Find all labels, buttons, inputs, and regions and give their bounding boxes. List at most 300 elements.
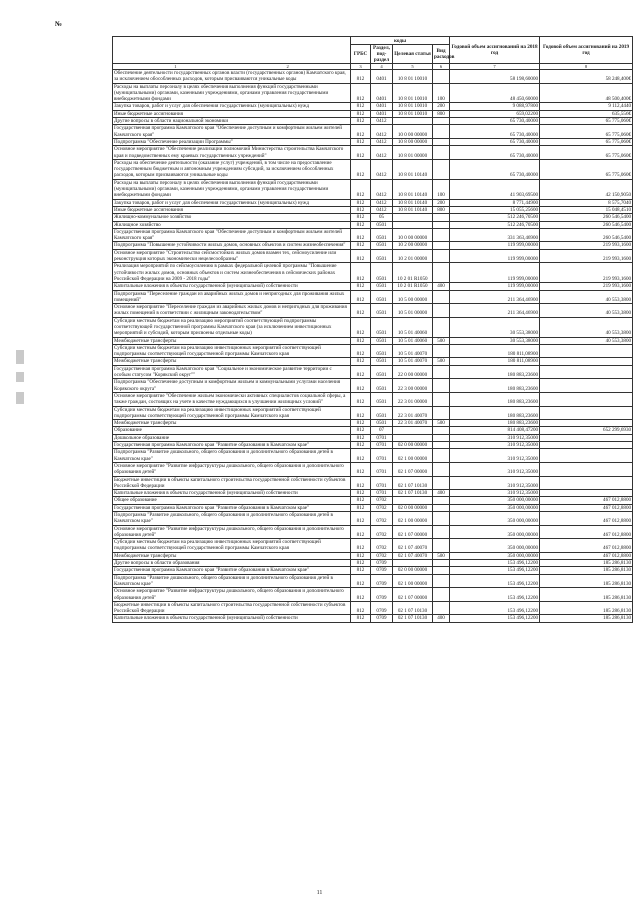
row-amount-2018: 180 811,08900: [450, 358, 540, 365]
row-grbs: 812: [351, 552, 371, 559]
row-target-article: 02 1 07 40070: [393, 552, 433, 559]
row-name: Основное мероприятие "Развитие инфраструктуры дошкольного, общего образования и дополнительного образования детей": [113, 525, 351, 539]
row-expense-type: [433, 228, 450, 242]
table-row: [113, 615, 633, 622]
row-section: 0412: [371, 199, 393, 206]
table-row: [113, 221, 633, 228]
row-amount-2018: 180 883,23600: [450, 392, 540, 406]
row-expense-type: [433, 118, 450, 125]
row-target-article: 10 8 01 10010: [393, 103, 433, 110]
row-amount-2018: 180 883,23600: [450, 406, 540, 420]
row-name: Государственная программа Камчатского края "Обеспечение доступным и комфортным жильем жителей Камчатского края": [113, 125, 351, 139]
row-expense-type: [433, 242, 450, 249]
row-amount-2019: 185 286,8130: [540, 601, 633, 615]
row-section: 05: [371, 214, 393, 221]
row-section: 0412: [371, 206, 393, 213]
row-amount-2018: 58 198,60000: [450, 70, 540, 84]
row-amount-2018: 65 730,40000: [450, 159, 540, 179]
row-target-article: [393, 560, 433, 567]
row-amount-2019: 40 553,3800: [540, 304, 633, 318]
row-grbs: 812: [351, 427, 371, 434]
table-row: [113, 70, 633, 84]
row-grbs: 812: [351, 118, 371, 125]
row-amount-2018: 350 000,00000: [450, 504, 540, 511]
row-amount-2018: 65 730,40000: [450, 138, 540, 145]
row-amount-2019: [540, 449, 633, 463]
row-section: 0702: [371, 504, 393, 511]
table-row: [113, 525, 633, 539]
row-amount-2018: 153 496,12200: [450, 567, 540, 574]
budget-allocation-table: [112, 36, 633, 623]
row-expense-type: 400: [433, 615, 450, 622]
row-amount-2018: 310 912,35000: [450, 434, 540, 441]
row-target-article: 10 8 01 00000: [393, 146, 433, 160]
row-amount-2019: 15 048,4510: [540, 206, 633, 213]
row-amount-2018: 512 246,70500: [450, 214, 540, 221]
row-expense-type: [433, 317, 450, 337]
row-amount-2019: 652 299,6930: [540, 427, 633, 434]
page-number: 11: [316, 890, 323, 896]
row-name: Подпрограмма "Обеспечение реализации Программы": [113, 138, 351, 145]
row-grbs: 812: [351, 199, 371, 206]
row-expense-type: [433, 462, 450, 476]
row-section: 0412: [371, 138, 393, 145]
row-section: 0702: [371, 497, 393, 504]
row-amount-2018: 30 553,38000: [450, 337, 540, 344]
scan-artifact: [16, 350, 24, 364]
row-amount-2019: 219 993,1600: [540, 249, 633, 263]
row-expense-type: [433, 70, 450, 84]
row-name: Другие вопросы в области национальной экономики: [113, 118, 351, 125]
row-expense-type: 500: [433, 420, 450, 427]
row-name: Подпрограмма "Развитие дошкольного, общего образования и дополнительного образования детей в Камчатском крае": [113, 512, 351, 526]
row-amount-2019: [540, 406, 633, 420]
row-grbs: 812: [351, 228, 371, 242]
table-row: [113, 560, 633, 567]
row-expense-type: 200: [433, 199, 450, 206]
table-row: [113, 504, 633, 511]
row-target-article: 10 5 01 40070: [393, 358, 433, 365]
row-amount-2018: 180 883,23600: [450, 379, 540, 393]
row-amount-2018: 30 553,38000: [450, 317, 540, 337]
table-row: [113, 574, 633, 588]
row-amount-2019: 8 575,7040: [540, 199, 633, 206]
row-amount-2018: 119 999,00000: [450, 263, 540, 283]
row-expense-type: [433, 344, 450, 358]
table-row: [113, 125, 633, 139]
table-row: [113, 199, 633, 206]
row-name: Капитальные вложения в объекты государственной (муниципальной) собственности: [113, 490, 351, 497]
row-amount-2019: 260 546,5400: [540, 221, 633, 228]
row-section: 0501: [371, 283, 393, 290]
row-amount-2018: 119 999,00000: [450, 283, 540, 290]
row-grbs: 812: [351, 337, 371, 344]
row-amount-2018: 153 496,12200: [450, 615, 540, 622]
row-expense-type: [433, 304, 450, 318]
row-section: 0501: [371, 249, 393, 263]
row-section: 0501: [371, 317, 393, 337]
row-target-article: 10 8 01 10140: [393, 206, 433, 213]
table-row: [113, 406, 633, 420]
row-amount-2019: 40 553,3800: [540, 290, 633, 304]
table-row: [113, 290, 633, 304]
row-amount-2019: 467 012,8800: [540, 525, 633, 539]
row-amount-2018: 512 246,70500: [450, 221, 540, 228]
row-amount-2018: 814 408,47200: [450, 427, 540, 434]
row-expense-type: 500: [433, 552, 450, 559]
row-grbs: 812: [351, 601, 371, 615]
row-section: 0701: [371, 442, 393, 449]
row-name: Подпрограмма "Повышение устойчивости жилых домов, основных объектов и систем жизнеобеспечения": [113, 242, 351, 249]
row-amount-2018: 211 364,46900: [450, 304, 540, 318]
row-expense-type: [433, 434, 450, 441]
row-expense-type: [433, 525, 450, 539]
row-grbs: 812: [351, 420, 371, 427]
row-amount-2018: 331 363,46900: [450, 228, 540, 242]
table-row: [113, 304, 633, 318]
table-row: [113, 263, 633, 283]
row-target-article: 22 3 01 00000: [393, 392, 433, 406]
column-header-section: Раздел, под-раздел: [371, 45, 393, 64]
row-name: Расходы на выплаты персоналу в целях обеспечения выполнения функций государственными (муниципальными) органами, казенными учреждениями, органами управления государственными внебюджетными фондами: [113, 179, 351, 199]
table-row: [113, 434, 633, 441]
row-name: Дошкольное образование: [113, 434, 351, 441]
row-name: Иные бюджетные ассигнования: [113, 110, 351, 117]
row-section: 0701: [371, 462, 393, 476]
row-grbs: 812: [351, 70, 371, 84]
row-amount-2018: 350 000,00000: [450, 512, 540, 526]
row-amount-2019: 185 286,8130: [540, 560, 633, 567]
table-row: [113, 214, 633, 221]
row-section: 0501: [371, 337, 393, 344]
row-target-article: [393, 221, 433, 228]
row-name: Образование: [113, 427, 351, 434]
row-grbs: 812: [351, 358, 371, 365]
row-section: 0501: [371, 304, 393, 318]
row-section: 0702: [371, 552, 393, 559]
table-row: [113, 110, 633, 117]
row-amount-2019: [540, 476, 633, 490]
row-target-article: 02 1 07 10130: [393, 601, 433, 615]
row-grbs: 812: [351, 504, 371, 511]
row-grbs: 812: [351, 146, 371, 160]
row-amount-2019: 40 553,3800: [540, 317, 633, 337]
row-target-article: 10 8 01 10140: [393, 199, 433, 206]
row-amount-2019: 185 286,8130: [540, 574, 633, 588]
row-amount-2019: [540, 358, 633, 365]
row-expense-type: [433, 125, 450, 139]
row-grbs: 812: [351, 567, 371, 574]
row-expense-type: [433, 497, 450, 504]
row-section: 0401: [371, 83, 393, 103]
table-row: [113, 552, 633, 559]
row-grbs: 812: [351, 206, 371, 213]
row-amount-2019: 260 546,5400: [540, 214, 633, 221]
column-header-grbs: ГРБС: [351, 45, 371, 64]
row-section: 0501: [371, 290, 393, 304]
row-expense-type: [433, 159, 450, 179]
row-section: 0412: [371, 125, 393, 139]
row-amount-2019: [540, 462, 633, 476]
row-name: Межбюджетные трансферты: [113, 337, 351, 344]
row-section: 0501: [371, 358, 393, 365]
row-name: Бюджетные инвестиции в объекты капитального строительства государственной собственности субъектов Российской Федерации: [113, 476, 351, 490]
table-row: [113, 103, 633, 110]
row-amount-2019: 42 150,9050: [540, 179, 633, 199]
row-grbs: 812: [351, 103, 371, 110]
row-target-article: 10 5 01 00000: [393, 304, 433, 318]
row-amount-2018: 119 999,00000: [450, 249, 540, 263]
row-expense-type: 800: [433, 110, 450, 117]
row-amount-2018: 8 771,44900: [450, 199, 540, 206]
row-grbs: 812: [351, 365, 371, 379]
row-target-article: [393, 214, 433, 221]
row-amount-2019: [540, 365, 633, 379]
row-amount-2019: 65 775,060€: [540, 138, 633, 145]
row-expense-type: [433, 138, 450, 145]
row-expense-type: 500: [433, 358, 450, 365]
row-expense-type: [433, 539, 450, 553]
row-section: 0709: [371, 601, 393, 615]
row-target-article: 02 1 07 40070: [393, 539, 433, 553]
row-target-article: 10 5 00 00000: [393, 290, 433, 304]
row-target-article: 10 5 01 40070: [393, 344, 433, 358]
row-target-article: 02 1 00 00000: [393, 449, 433, 463]
table-row: [113, 365, 633, 379]
row-amount-2018: 350 000,00000: [450, 525, 540, 539]
row-amount-2019: 467 012,8800: [540, 497, 633, 504]
row-section: 0701: [371, 476, 393, 490]
column-header-name: [113, 37, 351, 64]
row-name: Реализация мероприятий по сейсмоусилению в рамках федеральной целевой программы "Повышение устойчивости жилых домов, основных объектов и систем жизнеобеспечения в сейсмических районах Российской Федерации на 2009 - 2018 годы": [113, 263, 351, 283]
table-row: [113, 490, 633, 497]
column-index-label: 1: [174, 64, 177, 69]
row-grbs: 812: [351, 159, 371, 179]
row-name: Обеспечение деятельности государственных органов власти (государственных органов) Камчатского края, за исключением обособленных расходов, которым присваиваются уникальные коды: [113, 70, 351, 84]
row-expense-type: [433, 365, 450, 379]
row-grbs: 812: [351, 588, 371, 602]
row-target-article: 10 8 01 10140: [393, 159, 433, 179]
row-section: 0701: [371, 449, 393, 463]
table-row: [113, 449, 633, 463]
row-name: Межбюджетные трансферты: [113, 358, 351, 365]
row-target-article: [393, 497, 433, 504]
row-section: 0501: [371, 365, 393, 379]
scan-artifact: [16, 392, 24, 404]
row-name: Общее образование: [113, 497, 351, 504]
row-amount-2019: 185 286,8130: [540, 615, 633, 622]
row-section: 0709: [371, 574, 393, 588]
row-name: Капитальные вложения в объекты государственной (муниципальной) собственности: [113, 283, 351, 290]
row-target-article: 10 2 01 00000: [393, 249, 433, 263]
column-index-label: 4: [380, 64, 383, 69]
row-target-article: [393, 434, 433, 441]
row-expense-type: [433, 263, 450, 283]
column-header-expense-type: Вид расходов: [433, 45, 450, 64]
row-target-article: 02 0 00 00000: [393, 504, 433, 511]
row-amount-2018: 180 883,23600: [450, 420, 540, 427]
row-expense-type: [433, 146, 450, 160]
row-grbs: 812: [351, 83, 371, 103]
table-row: [113, 242, 633, 249]
row-expense-type: [433, 442, 450, 449]
row-section: 07: [371, 427, 393, 434]
column-index-label: 3: [359, 64, 362, 69]
row-grbs: 812: [351, 344, 371, 358]
row-target-article: 10 8 01 10010: [393, 110, 433, 117]
row-target-article: [393, 118, 433, 125]
column-index-label: 7: [493, 64, 496, 69]
row-expense-type: 100: [433, 179, 450, 199]
row-target-article: 02 1 07 00000: [393, 588, 433, 602]
row-name: Подпрограмма "Развитие дошкольного, общего образования и дополнительного образования детей в Камчатском крае": [113, 574, 351, 588]
row-grbs: 812: [351, 392, 371, 406]
row-name: Субсидии местным бюджетам на реализацию инвестиционных мероприятий соответствующей подпрограммы соответствующей государственной программы Камчатского края: [113, 406, 351, 420]
table-row: [113, 146, 633, 160]
row-amount-2019: 467 012,8800: [540, 552, 633, 559]
row-amount-2019: [540, 490, 633, 497]
row-target-article: 02 1 07 10130: [393, 490, 433, 497]
row-grbs: 812: [351, 290, 371, 304]
row-section: 0501: [371, 379, 393, 393]
row-name: Закупка товаров, работ и услуг для обеспечения государственных (муниципальных) нужд: [113, 199, 351, 206]
table-row: [113, 601, 633, 615]
row-amount-2019: 9 112,4440: [540, 103, 633, 110]
row-expense-type: [433, 512, 450, 526]
row-amount-2018: 350 000,00000: [450, 539, 540, 553]
row-grbs: 812: [351, 490, 371, 497]
row-section: 0501: [371, 228, 393, 242]
column-header-2018: Годовой объем ассигнований на 2018 год: [450, 37, 540, 64]
row-name: Основное мероприятие "Обеспечение жильем экономически активных специалистов социальной сферы, а также граждан, состоящих на учете в качестве нуждающихся в улучшении жилищных условий": [113, 392, 351, 406]
row-target-article: 02 1 00 00000: [393, 512, 433, 526]
table-row: [113, 476, 633, 490]
row-section: 0412: [371, 159, 393, 179]
row-name: Капитальные вложения в объекты государственной (муниципальной) собственности: [113, 615, 351, 622]
row-amount-2019: [540, 392, 633, 406]
row-amount-2018: 310 912,35000: [450, 462, 540, 476]
row-amount-2018: 310 912,35000: [450, 442, 540, 449]
row-expense-type: [433, 249, 450, 263]
row-name: Жилищное хозяйство: [113, 221, 351, 228]
row-amount-2019: 65 775,060€: [540, 125, 633, 139]
row-amount-2018: 310 912,35000: [450, 449, 540, 463]
row-amount-2019: 467 012,8800: [540, 504, 633, 511]
row-expense-type: [433, 588, 450, 602]
row-amount-2018: 310 912,35000: [450, 490, 540, 497]
row-amount-2018: 310 912,35000: [450, 476, 540, 490]
row-target-article: 22 0 00 00000: [393, 365, 433, 379]
row-amount-2019: [540, 420, 633, 427]
row-name: Основное мероприятие "Развитие инфраструктуры дошкольного, общего образования и дополнительного образования детей": [113, 588, 351, 602]
row-section: 0709: [371, 560, 393, 567]
row-grbs: 812: [351, 379, 371, 393]
row-grbs: 812: [351, 249, 371, 263]
row-grbs: 812: [351, 179, 371, 199]
row-expense-type: [433, 449, 450, 463]
row-expense-type: 400: [433, 283, 450, 290]
table-row: [113, 179, 633, 199]
row-target-article: 10 0 00 00000: [393, 228, 433, 242]
row-name: Основное мероприятие "Обеспечение реализации полномочий Министерства строительства Камчатского края и подведомственных ему краевых государственных учреждений": [113, 146, 351, 160]
row-grbs: 812: [351, 406, 371, 420]
row-amount-2018: 153 496,12200: [450, 588, 540, 602]
row-name: Подпрограмма "Переселение граждан из аварийных жилых домов и непригодных для проживания жилых помещений": [113, 290, 351, 304]
row-target-article: 10 8 00 00000: [393, 138, 433, 145]
row-section: 0709: [371, 567, 393, 574]
row-name: Межбюджетные трансферты: [113, 552, 351, 559]
row-name: Государственная программа Камчатского края "Развитие образования в Камчатском крае": [113, 567, 351, 574]
row-target-article: 02 1 07 10130: [393, 615, 433, 622]
row-target-article: 02 1 00 00000: [393, 574, 433, 588]
row-amount-2018: 153 496,12200: [450, 560, 540, 567]
row-grbs: 812: [351, 263, 371, 283]
row-section: 0501: [371, 263, 393, 283]
row-name: Подпрограмма "Развитие дошкольного, общего образования и дополнительного образования детей в Камчатском крае": [113, 449, 351, 463]
table-row: [113, 358, 633, 365]
table-row: [113, 512, 633, 526]
row-grbs: 812: [351, 434, 371, 441]
row-amount-2018: 15 055,25600: [450, 206, 540, 213]
row-target-article: [393, 427, 433, 434]
row-section: 0702: [371, 512, 393, 526]
row-name: Основное мероприятие "Развитие инфраструктуры дошкольного, общего образования и дополнительного образования детей": [113, 462, 351, 476]
row-amount-2018: 48 450,60000: [450, 83, 540, 103]
row-section: 0412: [371, 179, 393, 199]
row-name: Иные бюджетные ассигнования: [113, 206, 351, 213]
row-section: 0501: [371, 344, 393, 358]
row-amount-2019: [540, 442, 633, 449]
row-grbs: 812: [351, 442, 371, 449]
row-target-article: 10 0 00 00000: [393, 125, 433, 139]
row-amount-2019: 40 553,3800: [540, 337, 633, 344]
row-grbs: 812: [351, 283, 371, 290]
row-section: 0709: [371, 615, 393, 622]
row-grbs: 812: [351, 214, 371, 221]
row-amount-2019: 260 546,5400: [540, 228, 633, 242]
row-grbs: 812: [351, 221, 371, 228]
table-row: [113, 427, 633, 434]
row-amount-2018: 211 364,46900: [450, 290, 540, 304]
row-grbs: 812: [351, 560, 371, 567]
table-row: [113, 317, 633, 337]
row-grbs: 812: [351, 497, 371, 504]
row-section: 0401: [371, 103, 393, 110]
row-amount-2018: 659,02200: [450, 110, 540, 117]
column-header-2019: Годовой объем ассигнований на 2019 год: [540, 37, 633, 64]
row-target-article: 02 1 07 00000: [393, 462, 433, 476]
row-section: 0702: [371, 539, 393, 553]
row-grbs: 812: [351, 539, 371, 553]
row-amount-2019: [540, 434, 633, 441]
row-amount-2018: 119 999,00000: [450, 242, 540, 249]
table-row: [113, 539, 633, 553]
row-amount-2019: 185 286,8130: [540, 588, 633, 602]
row-section: 0709: [371, 588, 393, 602]
row-target-article: 02 1 07 10130: [393, 476, 433, 490]
row-amount-2018: 350 000,00000: [450, 497, 540, 504]
column-index-label: 6: [439, 64, 443, 69]
row-amount-2018: 9 088,97800: [450, 103, 540, 110]
row-amount-2019: 65 775,060€: [540, 118, 633, 125]
row-expense-type: [433, 214, 450, 221]
codes-group-header: коды: [351, 37, 450, 45]
row-section: 0701: [371, 434, 393, 441]
row-target-article: 02 0 00 00000: [393, 442, 433, 449]
table-row: [113, 497, 633, 504]
row-expense-type: 200: [433, 103, 450, 110]
row-target-article: 10 5 01 40060: [393, 317, 433, 337]
